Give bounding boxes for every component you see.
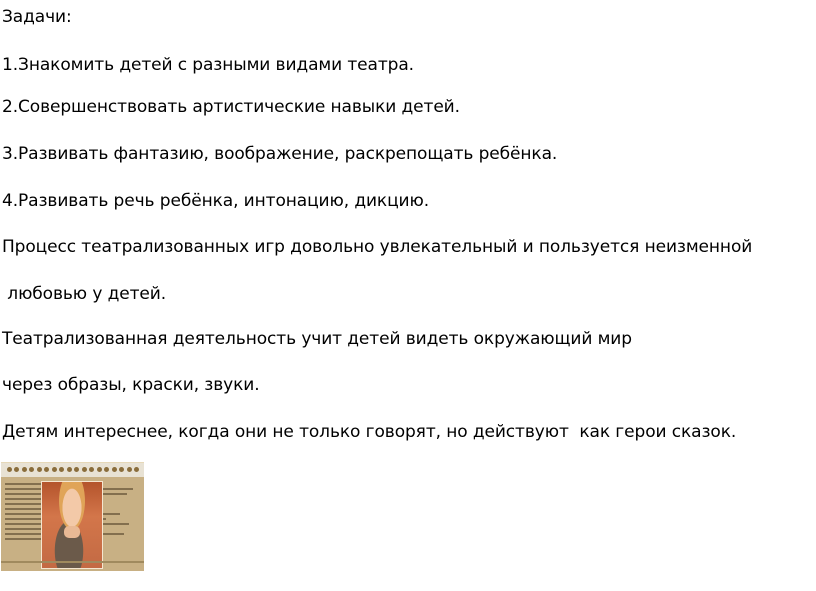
task-item-3: 3.Развивать фантазию, воображение, раскрепощать ребёнка. — [2, 144, 558, 164]
paragraph-line-1: Процесс театрализованных игр довольно увлекательный и пользуется неизменной — [2, 237, 753, 257]
thumbnail-bottom-line — [1, 561, 144, 563]
paragraph-line-2: любовью у детей. — [2, 284, 167, 304]
thumbnail-ring-binding — [7, 467, 139, 473]
task-item-1: 1.Знакомить детей с разными видами театра. — [2, 55, 414, 75]
heading-tasks: Задачи: — [2, 7, 72, 27]
paragraph-line-5: Детям интереснее, когда они не только говорят, но действуют как герои сказок. — [2, 422, 737, 442]
task-item-4: 4.Развивать речь ребёнка, интонацию, дикцию. — [2, 191, 430, 211]
paragraph-line-4: через образы, краски, звуки. — [2, 375, 260, 395]
child-photo — [41, 481, 103, 569]
slide-thumbnail-image — [1, 462, 144, 571]
paragraph-line-3: Театрализованная деятельность учит детей видеть окружающий мир — [2, 329, 632, 349]
task-item-2: 2.Совершенствовать артистические навыки детей. — [2, 97, 460, 117]
